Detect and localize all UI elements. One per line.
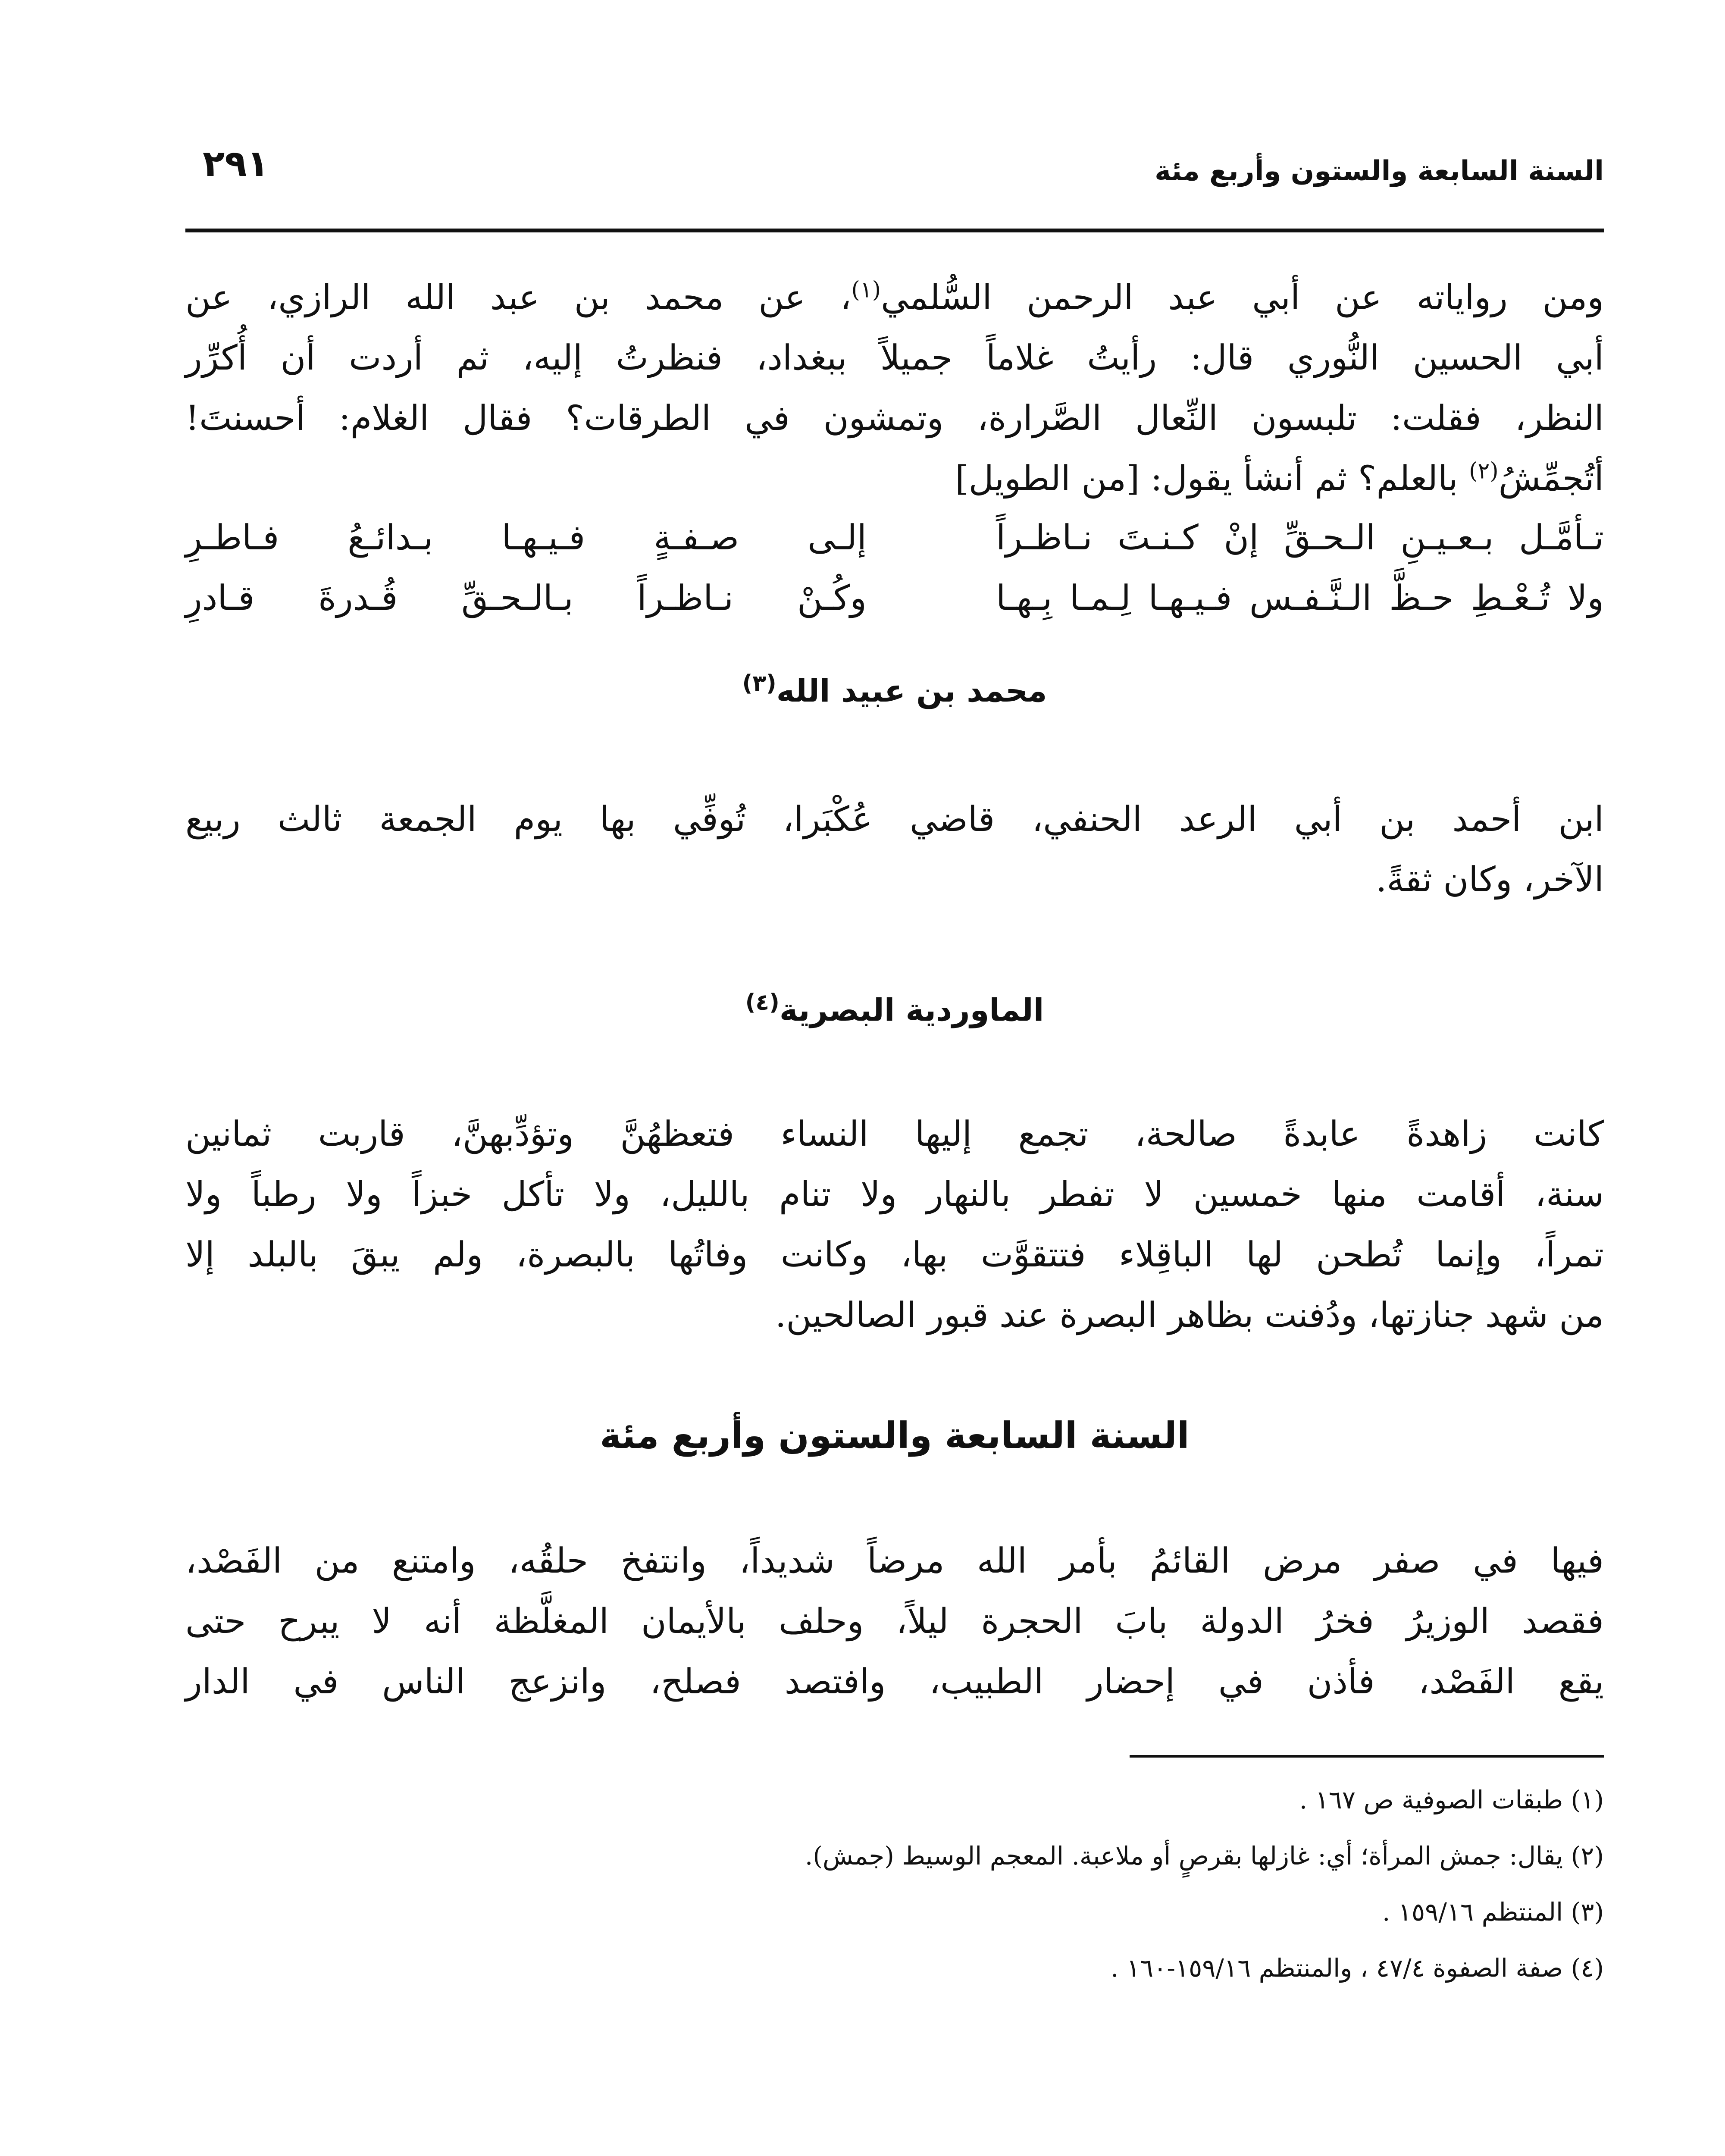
footnote: (٤) صفة الصفوة ٤٧/٤ ، والمنتظم ١٥٩/١٦-١٦٠ . [1110, 1953, 1604, 1983]
text-line: فقصد الوزيرُ فخرُ الدولة بابَ الحجرة ليلاً، وحلف بالأيمان المغلَّظة أنه لا يبرح حتى [185, 1601, 1604, 1641]
text-line: النظر، فقلت: تلبسون النِّعال الصَّرارة، وتمشون في الطرقات؟ فقال الغلام: أحسنتَ! [185, 398, 1604, 438]
text-line: تمراً، وإنما تُطحن لها الباقِلاء فتتقوَّت بها، وكانت وفاتُها بالبصرة، ولم يبقَ بالبلد إلا [185, 1235, 1604, 1275]
text-line: فيها في صفر مرض القائمُ بأمر الله مرضاً شديداً، وانتفخ حلقُه، وامتنع من الفَصْد، [185, 1541, 1604, 1581]
text-line: الآخر، وكان ثقةً. [1375, 859, 1604, 899]
text-line: يقع الفَصْد، فأذن في إحضار الطبيب، وافتصد فصلح، وانزعج الناس في الدار [185, 1661, 1604, 1702]
footnote-rule [1130, 1755, 1604, 1758]
text-segment: بالعلم؟ ثم أنشأ يقول: [من الطويل] [955, 458, 1469, 498]
paragraph-biography [185, 793, 1604, 914]
text-line: أبي الحسين النُّوري قال: رأيتُ غلاماً جميلاً ببغداد، فنظرتُ إليه، ثم أردت أن أُكرِّر [185, 338, 1604, 378]
text-line: من شهد جنازتها، ودُفنت بظاهر البصرة عند قبور الصالحين. [775, 1295, 1604, 1335]
verse-hemistich-first: ولا تُـعْـطِ حـظَّ الـنَّـفـس فـيـهـا لِـمـا بِـهـا [996, 578, 1604, 618]
paragraph-mawardiya [185, 1108, 1604, 1350]
verse-hemistich-second: وكُـنْ نـاظـراً بـالـحـقِّ قُـدرةَ قـادرِ [185, 578, 867, 618]
paragraph-rawayat [185, 272, 1604, 513]
footnote-ref: (٣) [742, 671, 776, 696]
verse-line [185, 578, 1604, 638]
text-segment: أتُجمِّشُ [1498, 458, 1604, 498]
running-title: السنة السابعة والستون وأربع مئة [1155, 155, 1604, 187]
section-heading [185, 673, 1604, 709]
verse-hemistich-second: إلـى صـفـةٍ فـيـهـا بـدائـعُ فـاطـرِ [185, 517, 867, 558]
year-heading: السنة السابعة والستون وأربع مئة [600, 1414, 1190, 1457]
footnote: (٢) يقال: جمش المرأة؛ أي: غازلها بقرصٍ أو ملاعبة. المعجم الوسيط (جمش). [805, 1841, 1604, 1871]
page-number: ٢٩١ [203, 142, 269, 185]
text-line: ابن أحمد بن أبي الرعد الحنفي، قاضي عُكْبَرا، تُوفِّي بها يوم الجمعة ثالث ربيع [185, 799, 1604, 839]
text-segment: ، عن محمد بن عبد الله الرازي، عن [185, 277, 852, 317]
section-heading [185, 992, 1604, 1028]
footnote-ref: (٢) [1469, 458, 1499, 484]
paragraph-year-events [185, 1535, 1604, 1716]
text-line: كانت زاهدةً عابدةً صالحة، تجمع إليها النساء فتعظهُنَّ وتؤدِّبهنَّ، قاربت ثمانين [185, 1114, 1604, 1154]
footnote: (٣) المنتظم ١٥٩/١٦ . [1382, 1897, 1604, 1927]
text-line: سنة، أقامت منها خمسين لا تفطر بالنهار ولا تنام بالليل، ولا تأكل خبزاً ولا رطباً ولا [185, 1174, 1604, 1214]
text-line [185, 272, 1604, 332]
heading-text: الماوردية البصرية [779, 992, 1044, 1028]
verse-hemistich-first: تـأمَّـل بـعـيـنِ الـحـقِّ إنْ كـنـتَ نـاظـراً [996, 517, 1604, 558]
text-line [185, 453, 1604, 513]
heading-text: محمد بن عبيد الله [776, 673, 1047, 709]
book-page [185, 116, 1604, 2156]
verse-line [185, 517, 1604, 578]
page-header [185, 142, 1604, 207]
header-rule [185, 229, 1604, 232]
footnote-ref: (١) [851, 277, 881, 303]
text-segment: ومن رواياته عن أبي عبد الرحمن السُّلمي [881, 277, 1604, 317]
footnote: (١) طبقات الصوفية ص ١٦٧ . [1299, 1785, 1604, 1814]
footnote-ref: (٤) [745, 990, 780, 1015]
